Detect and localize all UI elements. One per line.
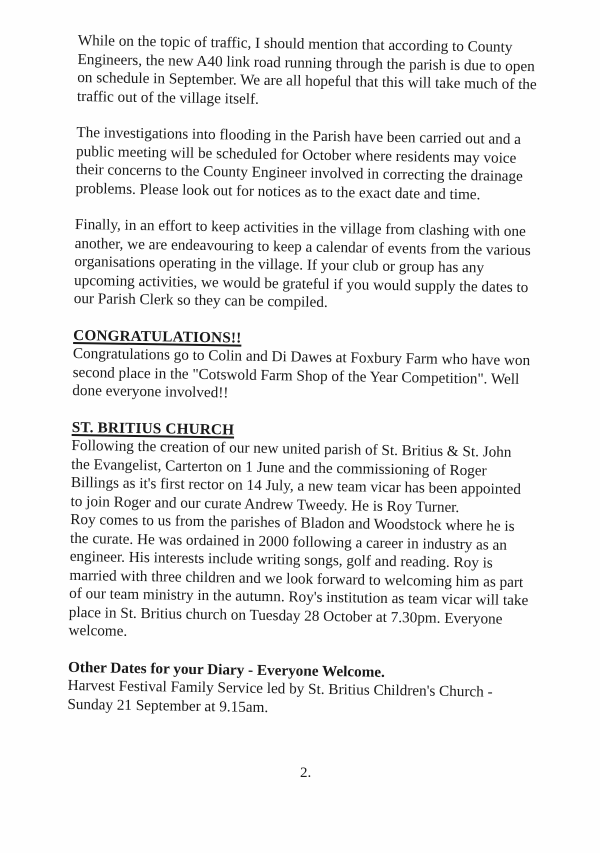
congratulations-heading: CONGRATULATIONS!! [73, 326, 242, 347]
text-line: the curate. He was ordained in 2000 following a career in industry as an [69, 529, 508, 554]
diary-heading: Other Dates for your Diary - Everyone Welcome. [67, 658, 386, 681]
text-line: organisations operating in the village. If your club or group has any [74, 252, 485, 277]
text-line: While on the topic of traffic, I should mention that according to County [77, 32, 513, 56]
text-line: married with three children and we look forward to welcoming him as part [69, 566, 524, 591]
text-line: engineer. His interests include writing songs, golf and reading. Roy is [69, 547, 493, 572]
text-line: done everyone involved!! [72, 381, 229, 402]
text-line: on schedule in September. We are all hopeful that this will take much of the [77, 68, 537, 94]
text-line: second place in the "Cotswold Farm Shop of the Year Competition". Well [72, 363, 520, 388]
text-line: public meeting will be scheduled for October where residents may voice [75, 142, 517, 167]
congratulations-section [72, 326, 565, 408]
page-content [67, 32, 570, 740]
page-number: 2. [300, 765, 312, 781]
church-paragraph-1 [70, 437, 563, 519]
flooding-paragraph [75, 124, 568, 206]
text-line: Finally, in an effort to keep activities in the village from clashing with one [74, 215, 526, 241]
text-line: Congratulations go to Colin and Di Dawes at Foxbury Farm who have won [72, 344, 531, 370]
calendar-paragraph [74, 216, 567, 316]
traffic-paragraph [77, 32, 570, 114]
text-line: place in St. Britius church on Tuesday 28 October at 7.30pm. Everyone [68, 603, 503, 628]
diary-section [67, 658, 560, 721]
text-line: Harvest Festival Family Service led by St. Britius Children's Church - [67, 676, 493, 701]
congratulations-text [72, 345, 565, 408]
text-line: Sunday 21 September at 9.15am. [67, 695, 269, 716]
text-line: our Parish Clerk so they can be compiled. [73, 289, 328, 311]
text-line: of our team ministry in the autumn. Roy's institution as team vicar will take [69, 584, 529, 610]
text-line: welcome. [68, 621, 128, 640]
text-line: the Evangelist, Carterton on 1 June and the commissioning of Roger [71, 455, 487, 479]
text-line: Following the creation of our new united parish of St. Britius & St. John [71, 436, 512, 461]
text-line: their concerns to the County Engineer involved in correcting the drainage [75, 160, 523, 186]
text-line: Engineers, the new A40 link road running through the parish is due to open [77, 50, 535, 75]
text-line: The investigations into flooding in the Parish have been carried out and a [76, 123, 522, 148]
church-section [68, 418, 563, 648]
text-line: traffic out of the village itself. [76, 87, 260, 108]
text-line: problems. Please look out for notices as to the exact date and time. [75, 179, 481, 203]
text-line: Roy comes to us from the parishes of Bladon and Woodstock where he is [70, 510, 515, 535]
text-line: upcoming activities, we would be grateful if you would supply the dates to [73, 271, 529, 296]
church-paragraph-2 [68, 511, 562, 648]
church-heading: ST. BRITIUS CHURCH [71, 418, 235, 439]
text-line: another, we are endeavouring to keep a calendar of events from the various [74, 234, 531, 259]
text-line: Billings as it's first rector on 14 July, a new team vicar has been appointed [70, 473, 522, 499]
diary-text [67, 677, 560, 722]
text-line: to join Roger and our curate Andrew Tweedy. He is Roy Turner. [70, 492, 460, 516]
